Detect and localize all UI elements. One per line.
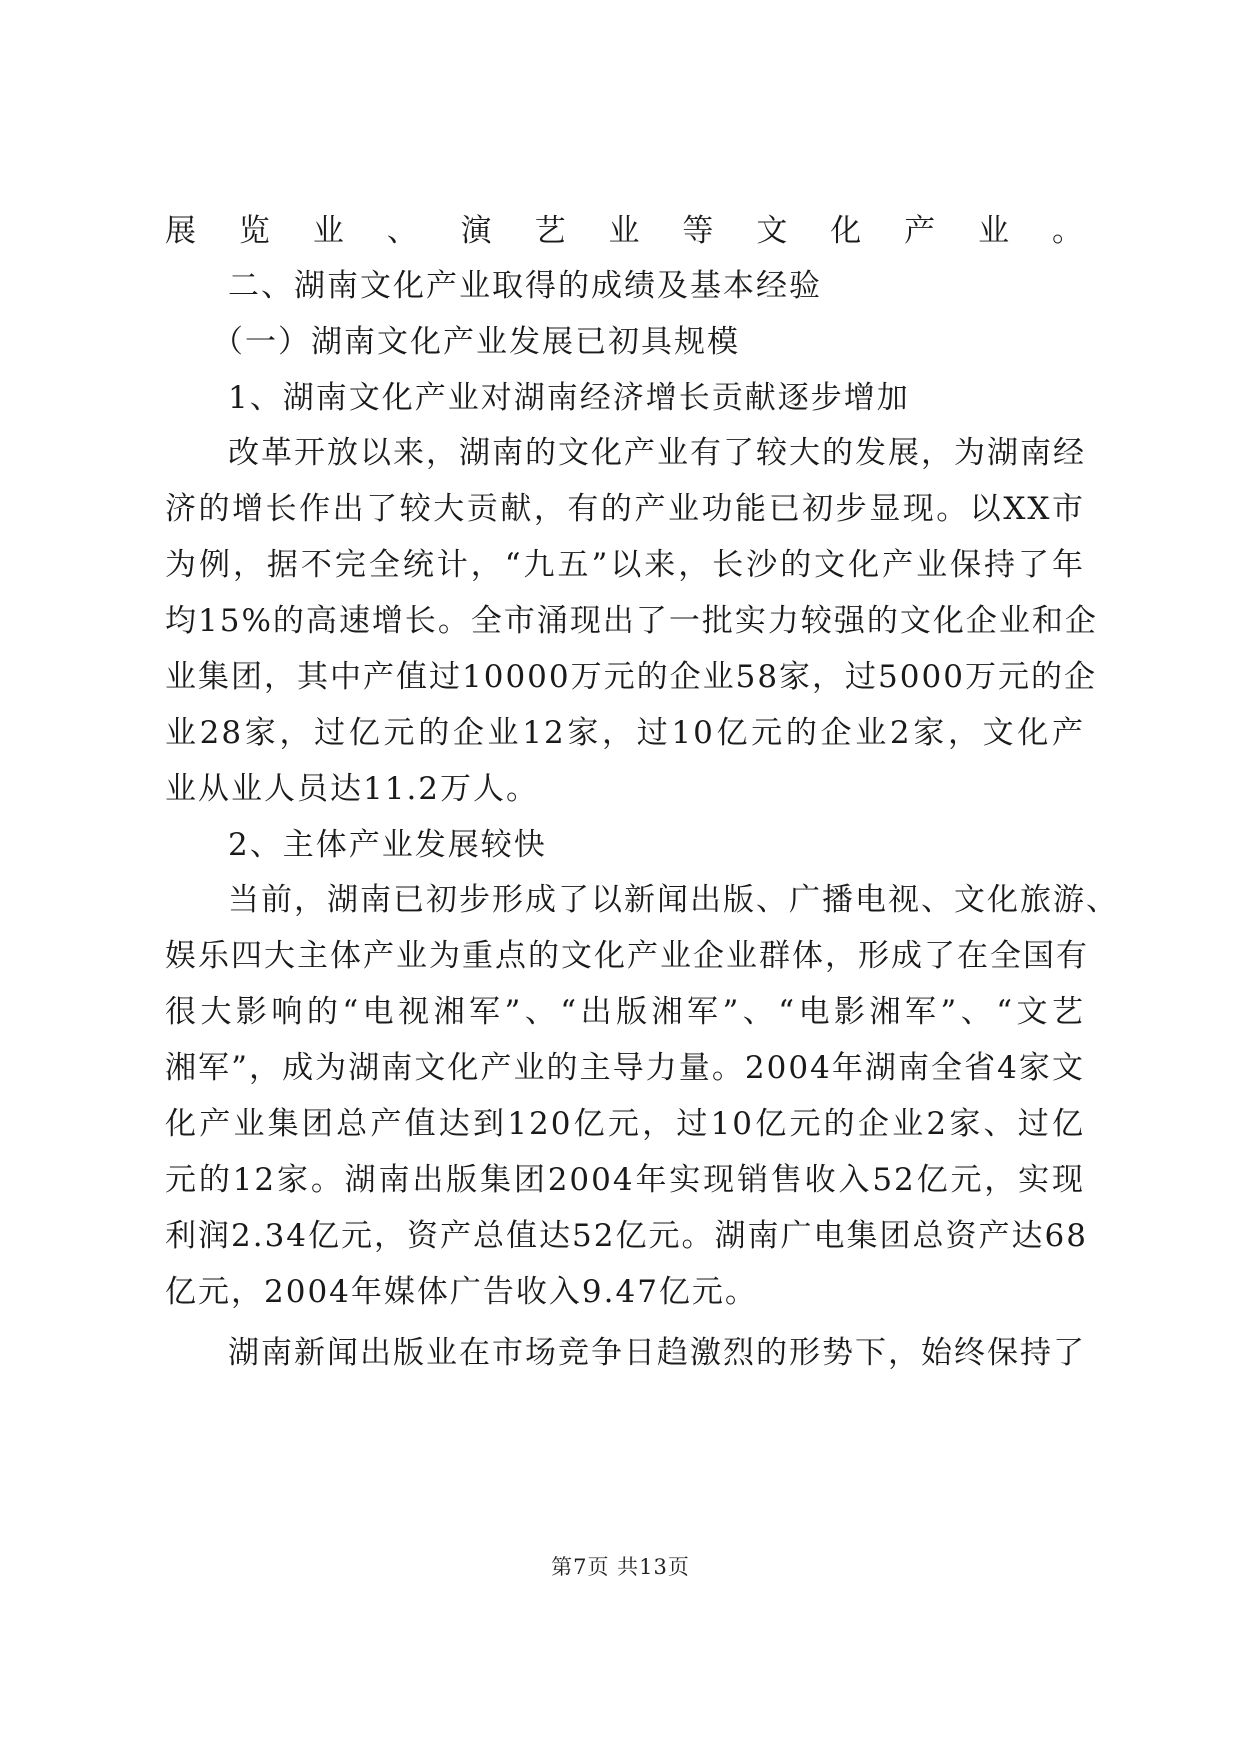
- body-line: 化产业集团总产值达到120亿元，过10亿元的企业2家、过亿: [165, 1106, 1085, 1142]
- body-line: 湘军”，成为湖南文化产业的主导力量。2004年湖南全省4家文: [165, 1050, 1085, 1086]
- item-heading: 2、主体产业发展较快: [228, 827, 547, 863]
- body-line: 利润2.34亿元，资产总值达52亿元。湖南广电集团总资产达68: [165, 1218, 1088, 1254]
- body-line: 湖南新闻出版业在市场竞争日趋激烈的形势下，始终保持了: [228, 1335, 1086, 1371]
- body-line: 元的12家。湖南出版集团2004年实现销售收入52亿元，实现: [165, 1162, 1085, 1198]
- item-heading: 1、湖南文化产业对湖南经济增长贡献逐步增加: [228, 380, 910, 416]
- body-line: 很大影响的“电视湘军”、“出版湘军”、“电影湘军”、“文艺: [165, 994, 1085, 1030]
- page-number-footer: 第7页 共13页: [551, 1555, 690, 1579]
- body-line: 济的增长作出了较大贡献，有的产业功能已初步显现。以XX市: [165, 491, 1085, 527]
- body-line: 均15%的高速增长。全市涌现出了一批实力较强的文化企业和企: [165, 603, 1098, 639]
- body-line: 为例，据不完全统计，“九五”以来，长沙的文化产业保持了年: [165, 547, 1085, 583]
- body-line: 业从业人员达11.2万人。: [165, 771, 540, 807]
- body-line: 业28家，过亿元的企业12家，过10亿元的企业2家，文化产: [165, 715, 1085, 751]
- body-line: 当前，湖南已初步形成了以新闻出版、广播电视、文化旅游、: [228, 882, 1119, 918]
- body-line: 改革开放以来，湖南的文化产业有了较大的发展，为湖南经: [228, 435, 1086, 471]
- body-line: 展览业、演艺业等文化产业。: [165, 213, 1085, 249]
- body-line: 亿元，2004年媒体广告收入9.47亿元。: [165, 1274, 758, 1310]
- body-line: 业集团，其中产值过10000万元的企业58家，过5000万元的企: [165, 659, 1097, 695]
- body-line: 娱乐四大主体产业为重点的文化产业企业群体，形成了在全国有: [165, 938, 1089, 974]
- subsection-heading: （一）湖南文化产业发展已初具规模: [212, 324, 740, 360]
- section-heading: 二、湖南文化产业取得的成绩及基本经验: [228, 268, 822, 304]
